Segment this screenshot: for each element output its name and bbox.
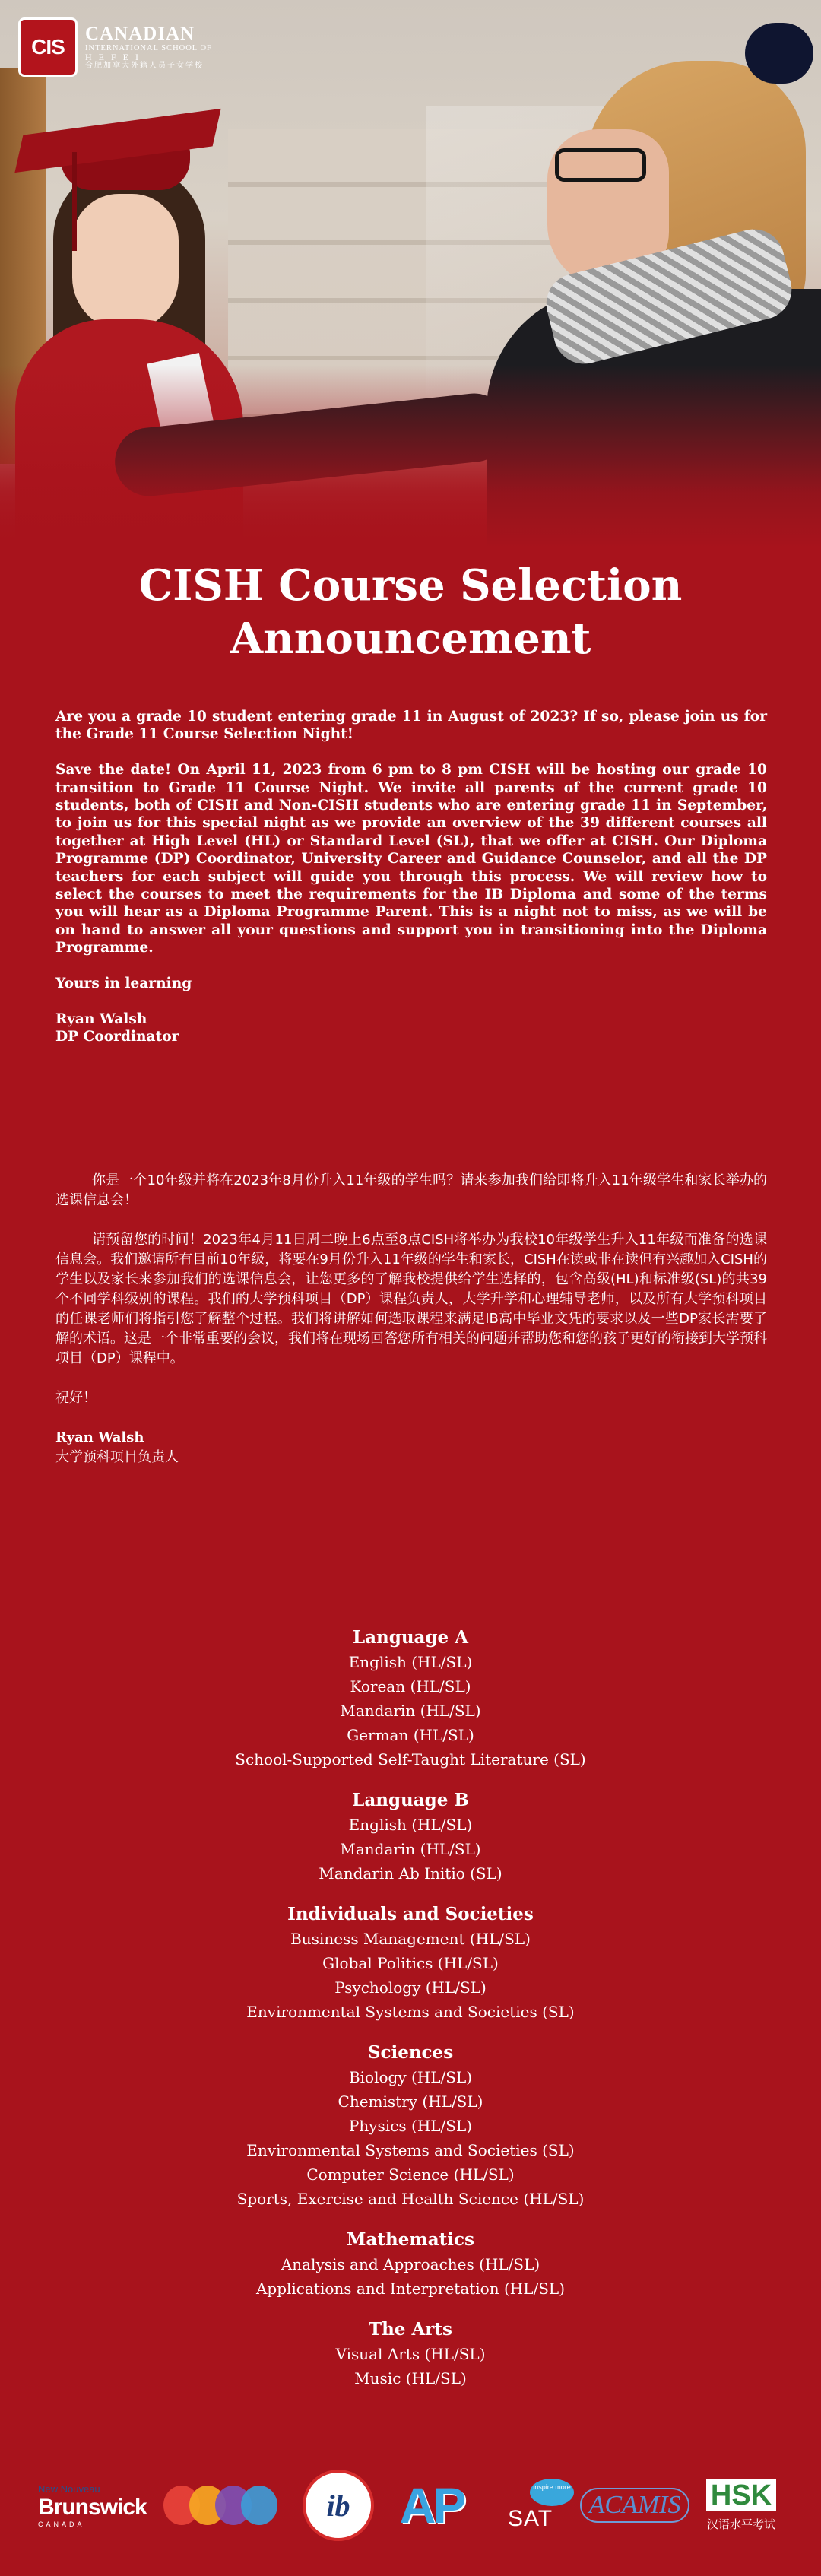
ib-ring-icon [303,2470,374,2541]
course-group [0,1626,821,1772]
chinese-signer-name: Ryan Walsh [55,1429,144,1445]
course-item: School-Supported Self-Taught Literature (SL) [235,1750,586,1769]
hsk-logo-text: HSK [706,2479,776,2511]
nb-logo-name: Brunswick [38,2494,147,2520]
nb-logo-country: CANADA [38,2520,85,2528]
english-signature [55,1010,767,1046]
course-item: English (HL/SL) [348,1653,473,1671]
photo-fade [0,365,821,547]
chinese-intro: 你是一个10年级并将在2023年8月份升入11年级的学生吗？请来参加我们给即将升入11年级学生和家长举办的选课信息会！ [55,1172,767,1208]
course-group [0,2317,821,2390]
student-face [72,194,179,331]
sat-logo-text: SAT [507,2506,553,2531]
course-item: Global Politics (HL/SL) [322,1954,499,1972]
course-group-title: Language B [352,1790,469,1810]
english-signer-title: DP Coordinator [55,1029,179,1045]
course-item: Physics (HL/SL) [348,2117,473,2135]
chinese-announcement [55,1171,767,1467]
ap-logo [391,2463,471,2547]
school-logo-line4: 合肥加拿大外籍人员子女学校 [85,61,204,70]
course-group-title: Sciences [367,2042,454,2063]
course-item: Analysis and Approaches (HL/SL) [281,2255,540,2273]
graduation-tassel [72,152,77,251]
course-group [0,2228,821,2301]
ib-logo [300,2463,376,2547]
course-item: Mandarin (HL/SL) [340,1840,481,1858]
hsk-logo [692,2463,791,2547]
course-group-title: Mathematics [347,2229,474,2250]
course-group-title: Individuals and Societies [287,1904,534,1924]
ib-logo-text: ib [326,2488,350,2523]
sat-logo [487,2463,574,2547]
course-item: Psychology (HL/SL) [334,1978,487,1997]
chinese-body: 请预留您的时间！2023年4月11日周二晚上6点至8点CISH将举办为我校10年级学生升入11年级而准备的选课信息会。我们邀请所有目前10年级，将要在9月份升入11年级的学生和家长，CISH在读或非在读但有兴趣加入CISH的学生以及家长来参加我们的选课信息会，让您更多的了解我校提供给学生选择的，包含高级(HL)和标准级(SL)的共39个不同学科级别的课程。我们的大学预科项目（DP）课程负责人，大学升学和心理辅导老师，以及所有大学预科项目的任课老师们将指引您了解整个过程。我们将讲解如何选取课程来满足IB高中毕业文凭的要求以及一些DP家长需要了解的术语。这是一个非常重要的会议，我们将在现场回答您所有相关的问题并帮助您和您的孩子更好的衔接到大学预科项目（DP）课程中。 [55,1232,767,1366]
english-announcement [55,708,767,1046]
english-closing: Yours in learning [55,976,192,992]
course-item: Korean (HL/SL) [350,1677,471,1696]
course-list [0,1626,821,2407]
course-item: Applications and Interpretation (HL/SL) [255,2279,566,2298]
course-group [0,2041,821,2211]
english-body: Save the date! On April 11, 2023 from 6 pm to 8 pm CISH will be hosting our grade 10 transition to Grade 11 Course Night. We invite all parents of the current grade 10 students, both of CISH and Non-CISH students who are entering grade 11 in September, to join us for this special night as we provide an overview of the 39 different courses all together at High Level (HL) or Standard Level (SL), that we offer at CISH. Our Diploma Programme (DP) Coordinator, University Career and Guidance Counselor, and all the DP teachers for each subject will guide you through this process. We will review how to select the courses to meet the requirements for the IB Diploma and some of the terms you will hear as a Diploma Programme Parent. This is a night not to miss, as we will be on hand to answer all your questions and support you in transitioning into the Diploma Programme. [55,762,767,956]
course-item: German (HL/SL) [347,1726,474,1744]
hsk-logo-subtitle: 汉语水平考试 [706,2517,775,2531]
english-intro: Are you a grade 10 student entering grade 11 in August of 2023? If so, please join us for the Grade 11 Course Selection Night! [55,709,767,743]
school-logo-text [85,24,212,70]
course-item: Mandarin Ab Initio (SL) [319,1864,502,1883]
ap-logo-text: AP [399,2477,464,2533]
course-item: English (HL/SL) [348,1816,473,1834]
course-item: Biology (HL/SL) [348,2068,473,2086]
acamis-logo [585,2463,684,2547]
course-group [0,1902,821,2024]
course-item: Chemistry (HL/SL) [338,2092,483,2111]
title-line2: Announcement [230,614,591,664]
circle-icon-4 [241,2486,277,2525]
course-item: Business Management (HL/SL) [290,1930,531,1948]
school-logo-line3: HEFEI [85,52,145,63]
sat-bubble: inspire more [530,2479,574,2506]
partner-logos [0,2463,821,2562]
course-item: Environmental Systems and Societies (SL) [246,2003,575,2021]
teacher-glasses [555,148,646,182]
title-line1: CISH Course Selection [138,560,683,611]
chinese-signer-title: 大学预科项目负责人 [55,1449,179,1465]
course-item: Music (HL/SL) [354,2369,467,2387]
course-item: Environmental Systems and Societies (SL) [246,2141,575,2159]
hero-photo [0,0,821,547]
chinese-closing: 祝好！ [55,1390,97,1406]
circles-logo [163,2463,277,2547]
acamis-logo-text: ACAMIS [580,2488,690,2523]
school-logo-line1: CANADIAN [85,23,195,44]
page-title [0,559,821,665]
course-group-title: Language A [352,1627,469,1648]
course-item: Visual Arts (HL/SL) [335,2345,486,2363]
new-brunswick-logo [38,2463,152,2547]
nb-logo-small: New Nouveau [38,2482,100,2495]
school-logo-line2: INTERNATIONAL SCHOOL OF [85,44,212,53]
chinese-signature [55,1428,767,1467]
course-item: Computer Science (HL/SL) [306,2165,515,2184]
school-logo-badge: CIS [18,17,78,77]
school-logo [18,17,212,78]
course-item: Mandarin (HL/SL) [340,1702,481,1720]
course-item: Sports, Exercise and Health Science (HL/SL) [236,2190,585,2208]
course-group [0,1788,821,1886]
teacher-scrunchie [745,23,813,84]
english-signer-name: Ryan Walsh [55,1010,147,1027]
course-group-title: The Arts [368,2319,452,2340]
